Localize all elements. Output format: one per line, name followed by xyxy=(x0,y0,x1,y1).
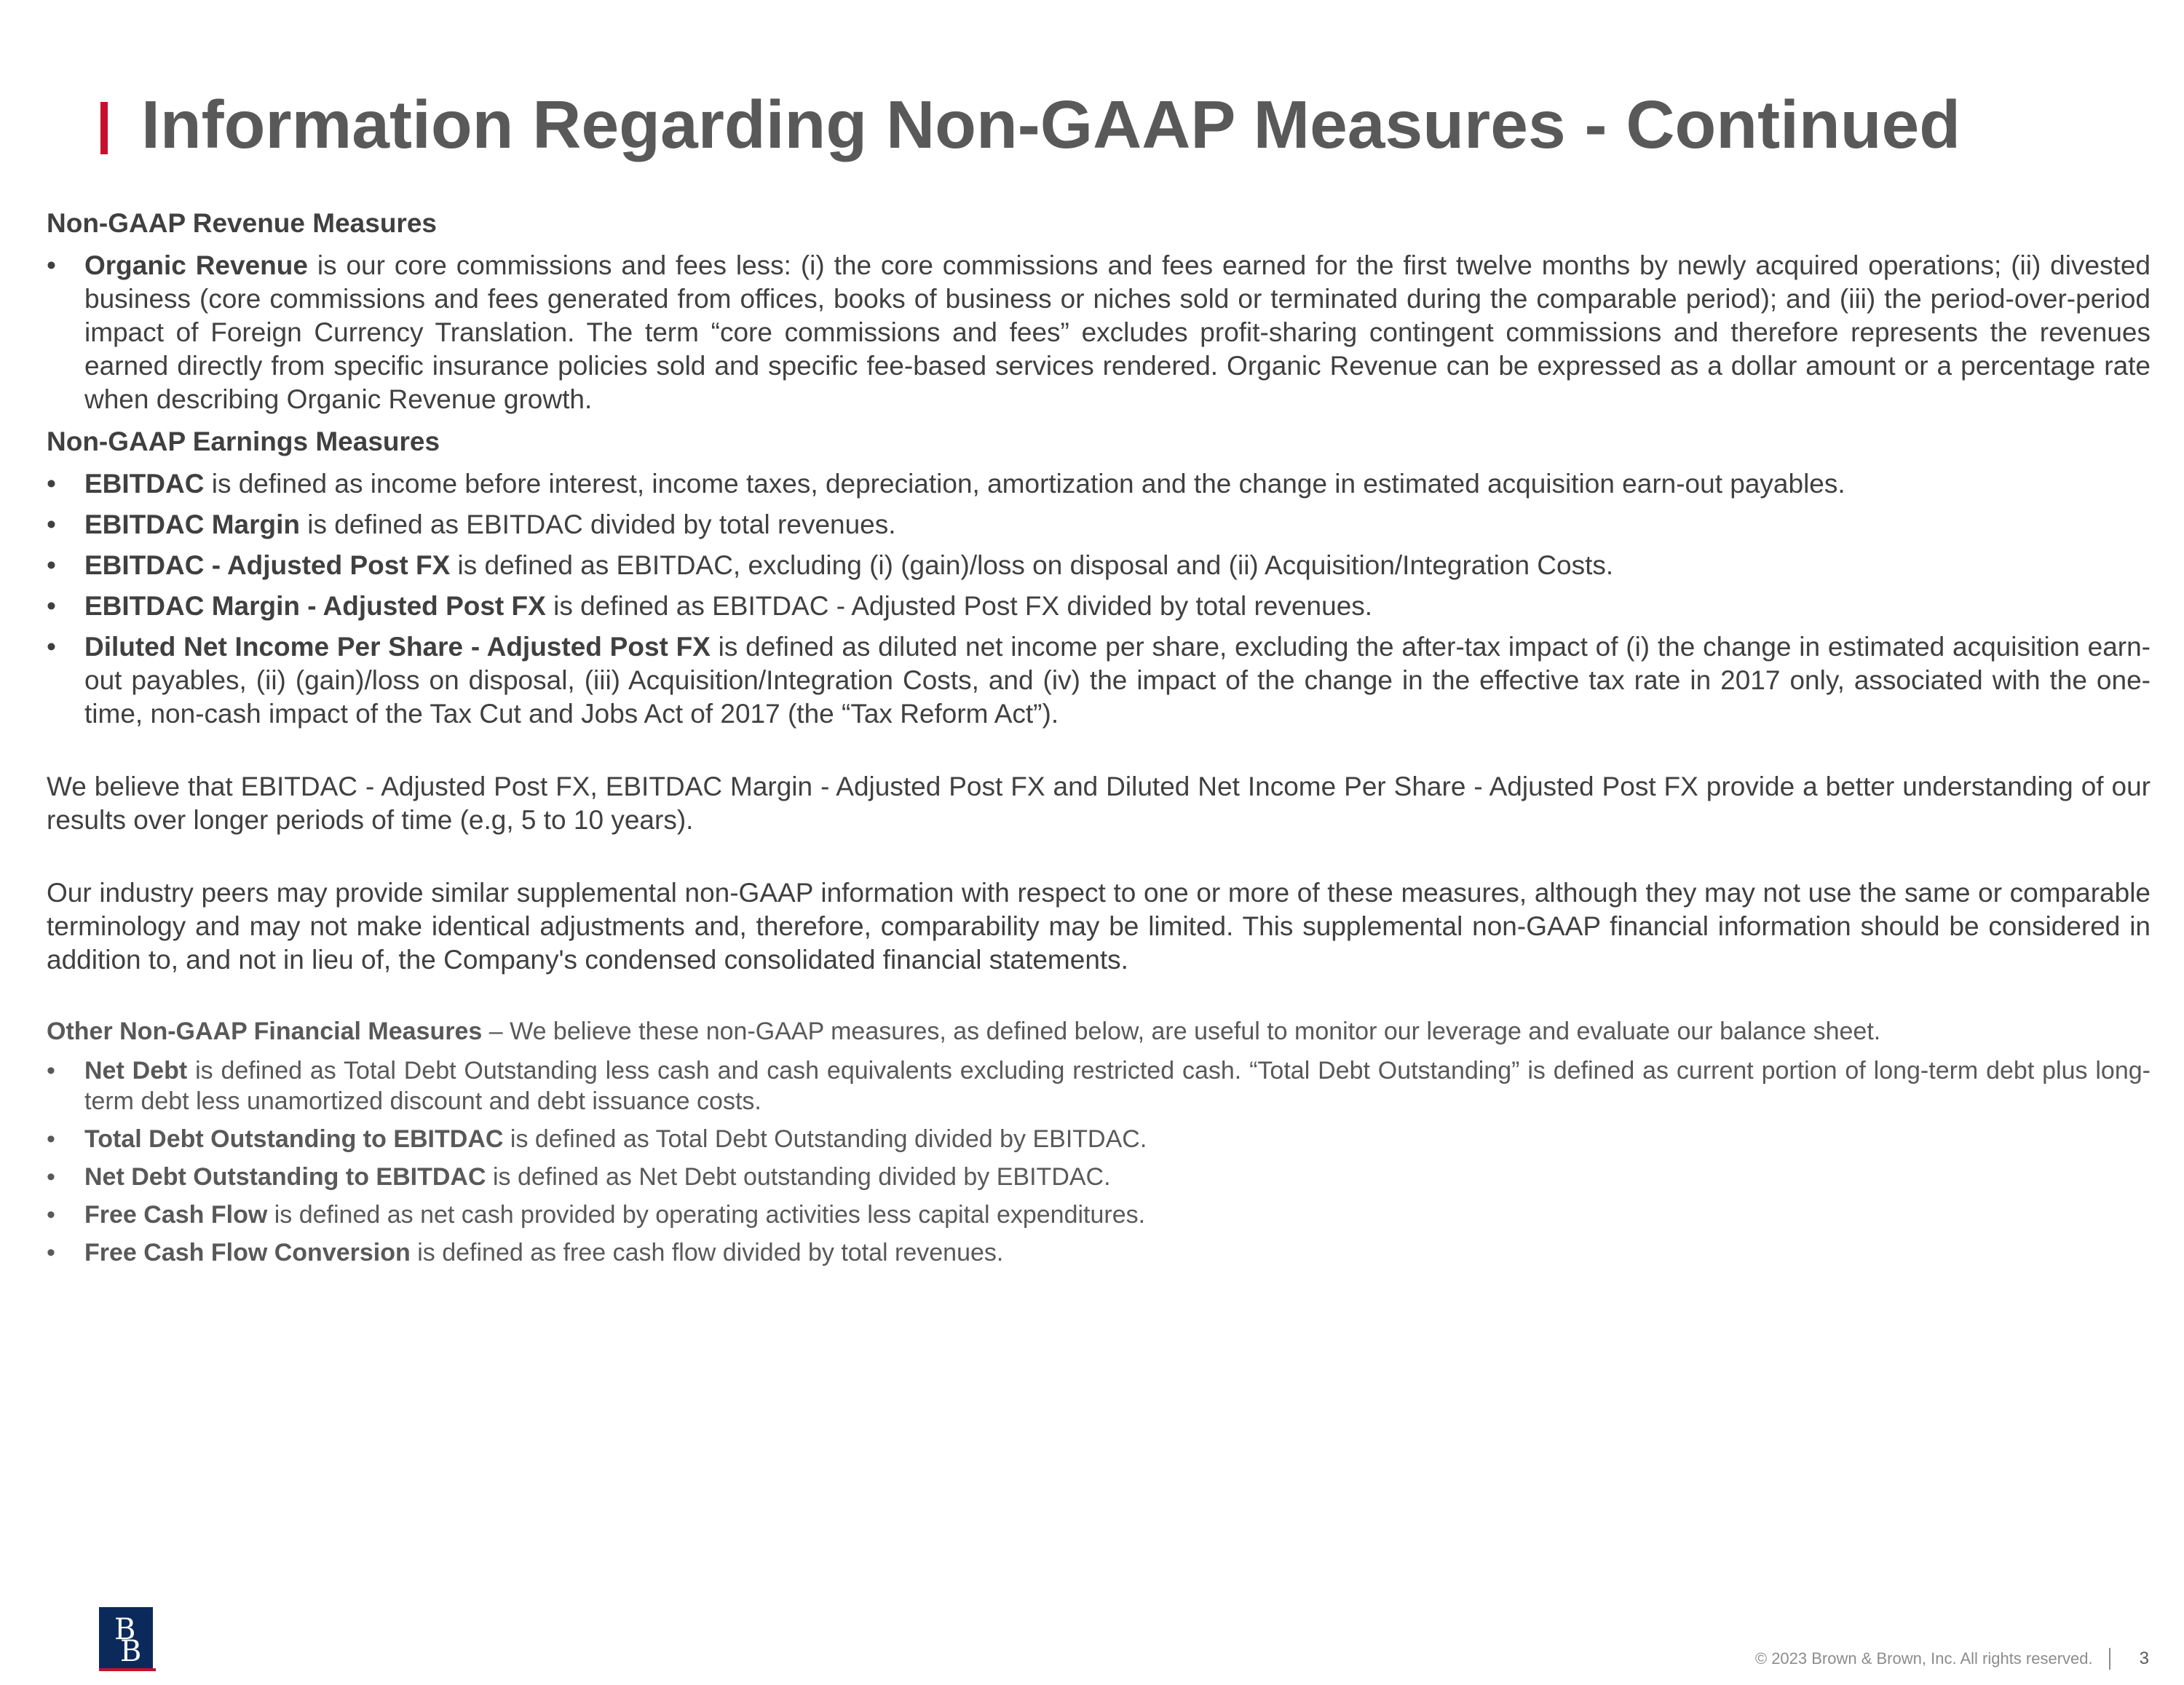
other-list xyxy=(47,1055,2151,1268)
other-heading: Other Non-GAAP Financial Measures – We believe these non-GAAP measures, as defined below, are useful to monitor our leverage and evaluate our balance sheet. xyxy=(47,1018,1881,1045)
svg-text:B: B xyxy=(120,1635,142,1665)
revenue-heading: Non-GAAP Revenue Measures xyxy=(47,208,437,238)
list-item: • Diluted Net Income Per Share - Adjusted Post FX is defined as diluted net income per share, excluding the after-tax impact of (i) the change in estimated acquisition earn-out payables, (ii) (gain)/loss on disposal, (iii) Acquisition/Integration Costs, and (iv) the impact of the change in the effective tax rate in 2017 only, associated with the one-time, non-cash impact of the Tax Cut and Jobs Act of 2017 (the “Tax Reform Act”). xyxy=(47,630,2151,731)
list-item: • Free Cash Flow Conversion is defined as free cash flow divided by total revenues. xyxy=(47,1237,2151,1268)
copyright-text: © 2023 Brown & Brown, Inc. All rights reserved. xyxy=(1754,1649,2093,1668)
list-item: • Net Debt Outstanding to EBITDAC is defined as Net Debt outstanding divided by EBITDAC. xyxy=(47,1162,2151,1192)
title-accent-bar xyxy=(100,102,108,154)
list-item: • Total Debt Outstanding to EBITDAC is defined as Total Debt Outstanding divided by EBITDAC. xyxy=(47,1124,2151,1154)
list-item: • Net Debt is defined as Total Debt Outstanding less cash and cash equivalents excluding restricted cash. “Total Debt Outstanding” is defined as current portion of long-term debt plus long-term debt less unamortized discount and debt issuance costs. xyxy=(47,1055,2151,1117)
bb-monogram-icon xyxy=(104,1610,148,1665)
list-item: • Organic Revenue is our core commissions and fees less: (i) the core commissions and fees earned for the first twelve months by newly acquired operations; (ii) divested business (core commissions and fees generated from offices, books of business or niches sold or terminated during the comparable period); and (iii) the period-over-period impact of Foreign Currency Translation. The term “core commissions and fees” excludes profit-sharing contingent commissions and therefore represents the revenues earned directly from specific insurance policies sold and specific fee-based services rendered. Organic Revenue can be expressed as a dollar amount or a percentage rate when describing Organic Revenue growth. xyxy=(47,249,2151,416)
revenue-list xyxy=(47,249,2151,416)
list-item: • EBITDAC - Adjusted Post FX is defined as EBITDAC, excluding (i) (gain)/loss on disposal and (ii) Acquisition/Integration Costs. xyxy=(47,549,2151,582)
page-number: 3 xyxy=(2139,1649,2149,1668)
list-item: • EBITDAC Margin is defined as EBITDAC divided by total revenues. xyxy=(47,508,2151,542)
footer-divider xyxy=(2109,1648,2110,1670)
other-measures-section xyxy=(47,1016,2151,1268)
content-body xyxy=(47,207,2151,1268)
company-logo xyxy=(99,1607,153,1668)
list-item: • Free Cash Flow is defined as net cash provided by operating activities less capital expenditures. xyxy=(47,1200,2151,1230)
logo-accent-bar xyxy=(99,1668,156,1671)
page-title: Information Regarding Non-GAAP Measures - Continued xyxy=(141,87,1961,162)
list-item: • EBITDAC is defined as income before interest, income taxes, depreciation, amortization and the change in estimated acquisition earn-out payables. xyxy=(47,467,2151,501)
earnings-list xyxy=(47,467,2151,731)
paragraph-understanding: We believe that EBITDAC - Adjusted Post FX, EBITDAC Margin - Adjusted Post FX and Diluted Net Income Per Share - Adjusted Post FX provide a better understanding of our results over longer periods of time (e.g, 5 to 10 years). xyxy=(47,772,2151,835)
paragraph-peers: Our industry peers may provide similar supplemental non-GAAP information with respect to one or more of these measures, although they may not use the same or comparable terminology and may not make identical adjustments and, therefore, comparability may be limited. This supplemental non-GAAP financial information should be considered in addition to, and not in lieu of, the Company's condensed consolidated financial statements. xyxy=(47,878,2151,975)
svg-text:B: B xyxy=(114,1613,136,1646)
earnings-heading: Non-GAAP Earnings Measures xyxy=(47,427,440,456)
list-item: • EBITDAC Margin - Adjusted Post FX is defined as EBITDAC - Adjusted Post FX divided by total revenues. xyxy=(47,590,2151,623)
footer xyxy=(1755,1648,2149,1670)
